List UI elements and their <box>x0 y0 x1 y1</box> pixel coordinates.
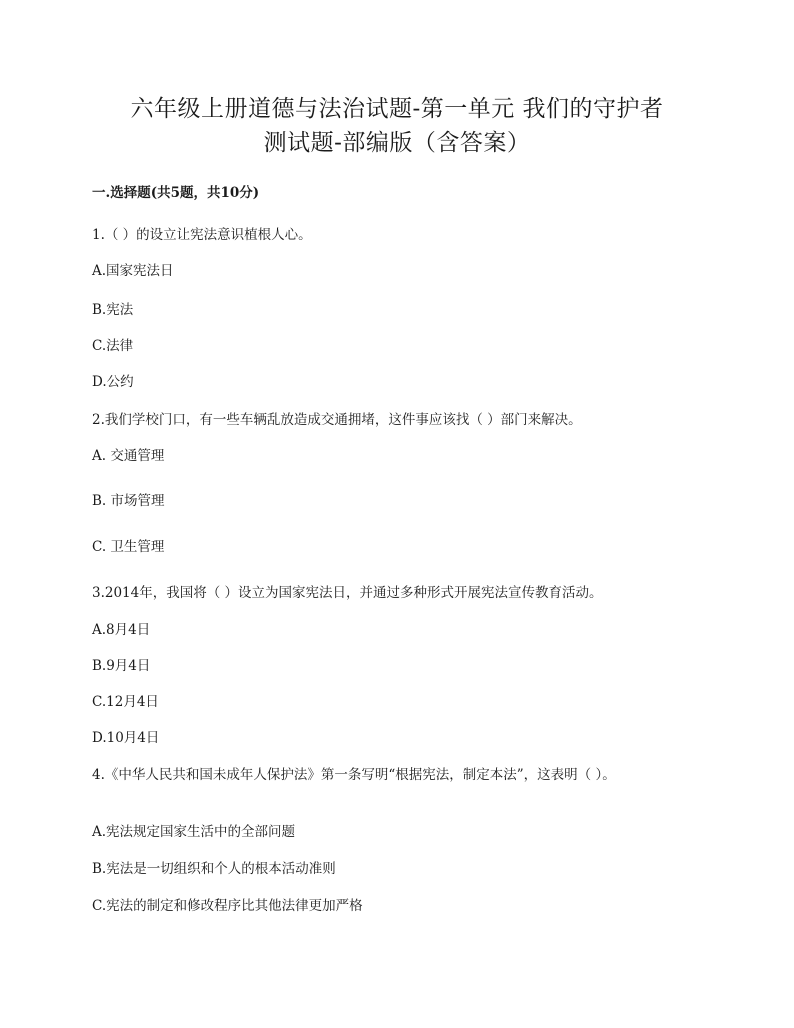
question-4-option-a: A.宪法规定国家生活中的全部问题 <box>92 824 296 840</box>
question-1-option-d: D.公约 <box>92 374 134 390</box>
question-2-option-a: A. 交通管理 <box>92 448 165 464</box>
document-title-line-2: 测试题-部编版（含答案） <box>263 130 531 156</box>
question-3-option-c: C.12月4日 <box>92 694 159 710</box>
question-3-option-d: D.10月4日 <box>92 730 160 746</box>
question-2-option-b: B. 市场管理 <box>92 493 165 509</box>
question-3-option-b: B.9月4日 <box>92 658 151 674</box>
question-2-option-c: C. 卫生管理 <box>92 539 165 555</box>
question-1-option-b: B.宪法 <box>92 302 134 318</box>
question-1-option-c: C.法律 <box>92 338 134 354</box>
question-3-option-a: A.8月4日 <box>92 622 151 638</box>
question-1-option-a: A.国家宪法日 <box>92 263 174 279</box>
question-4-text: 4.《中华人民共和国未成年人保护法》第一条写明“根据宪法，制定本法”，这表明（ ）。 <box>92 767 616 783</box>
question-4-option-b: B.宪法是一切组织和个人的根本活动准则 <box>92 861 336 877</box>
question-3-text: 3.2014年，我国将（ ）设立为国家宪法日，并通过多种形式开展宪法宣传教育活动。 <box>92 585 603 601</box>
document-title-line-1: 六年级上册道德与法治试题-第一单元 我们的守护者 <box>130 96 664 122</box>
section-heading: 一.选择题(共5题，共10分) <box>92 185 260 201</box>
question-1-text: 1.（ ）的设立让宪法意识植根人心。 <box>92 227 312 243</box>
question-4-option-c: C.宪法的制定和修改程序比其他法律更加严格 <box>92 898 363 914</box>
question-2-text: 2.我们学校门口，有一些车辆乱放造成交通拥堵，这件事应该找（ ）部门来解决。 <box>92 412 582 428</box>
